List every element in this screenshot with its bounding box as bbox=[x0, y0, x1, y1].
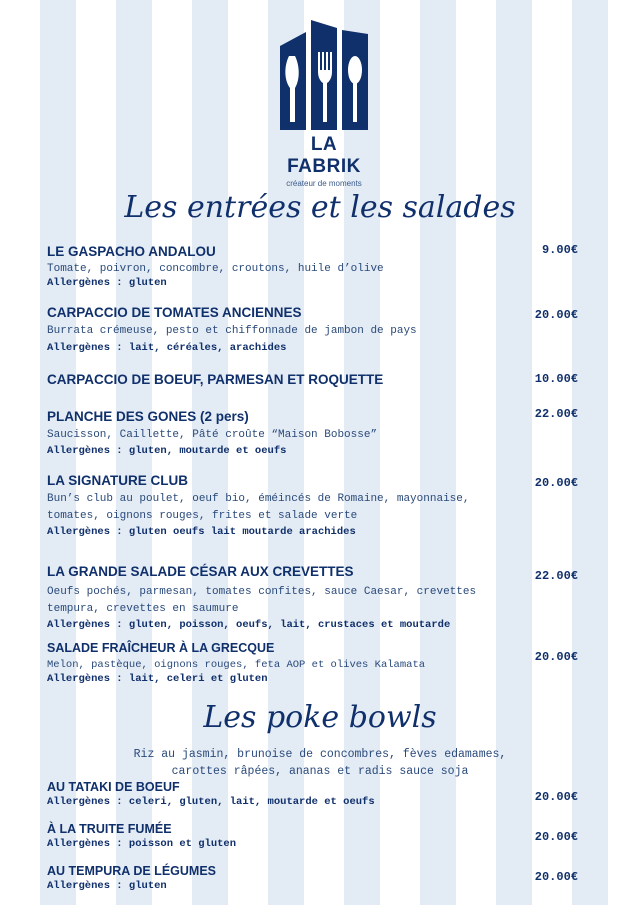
poke-intro-text: Riz au jasmin, brunoise de concombres, fèves edamames, carottes râpées, ananas et radis sauce soja bbox=[133, 748, 507, 778]
menu-item-description: Burrata crémeuse, pesto et chiffonnade de jambon de pays bbox=[47, 325, 417, 337]
menu-item-allergens: Allergènes : gluten bbox=[47, 880, 167, 892]
brand-tagline: créateur de moments bbox=[286, 179, 362, 188]
menu-item-price: 22.00€ bbox=[534, 569, 578, 583]
menu-item-allergens: Allergènes : lait, celeri et gluten bbox=[47, 673, 268, 685]
menu-item-name: À LA TRUITE FUMÉE bbox=[47, 822, 172, 836]
menu-item-price: 22.00€ bbox=[534, 407, 578, 421]
cutlery-logo-icon bbox=[280, 18, 368, 130]
menu-item-description: Oeufs pochés, parmesan, tomates confites, sauce Caesar, crevettes tempura, crevettes en saumure bbox=[47, 586, 477, 615]
brand-name: LA FABRIK bbox=[287, 134, 361, 177]
section-title-poke: Les poke bowls bbox=[203, 700, 437, 735]
menu-item-name: LE GASPACHO ANDALOU bbox=[47, 244, 216, 259]
menu-item-name: AU TATAKI DE BOEUF bbox=[47, 780, 180, 794]
menu-item-name: LA GRANDE SALADE CÉSAR AUX CREVETTES bbox=[47, 564, 354, 579]
menu-item-description: Melon, pastèque, oignons rouges, feta AOP et olives Kalamata bbox=[47, 659, 426, 671]
menu-item-price: 20.00€ bbox=[534, 308, 578, 322]
menu-item-allergens: Allergènes : poisson et gluten bbox=[47, 838, 237, 850]
menu-item-price: 20.00€ bbox=[534, 650, 578, 664]
menu-item-price: 20.00€ bbox=[534, 870, 578, 884]
menu-item-allergens: Allergènes : lait, céréales, arachides bbox=[47, 342, 287, 354]
menu-item-allergens: Allergènes : celeri, gluten, lait, moutarde et oeufs bbox=[47, 796, 375, 808]
section-title-starters: Les entrées et les salades bbox=[124, 190, 516, 225]
menu-item-allergens: Allergènes : gluten bbox=[47, 277, 167, 289]
menu-item-description: Bun’s club au poulet, oeuf bio, éméincés de Romaine, mayonnaise, tomates, oignons rouges, frites et salade verte bbox=[47, 493, 470, 522]
menu-item-name: PLANCHE DES GONES (2 pers) bbox=[47, 409, 249, 424]
brand-logo bbox=[280, 18, 368, 188]
menu-item-name: CARPACCIO DE BOEUF, PARMESAN ET ROQUETTE bbox=[47, 372, 384, 387]
menu-item-name: SALADE FRAÎCHEUR À LA GRECQUE bbox=[47, 641, 275, 655]
menu-item-name: LA SIGNATURE CLUB bbox=[47, 473, 188, 488]
menu-item-allergens: Allergènes : gluten oeufs lait moutarde arachides bbox=[47, 526, 356, 538]
menu-item-price: 20.00€ bbox=[534, 476, 578, 490]
menu-item-name: CARPACCIO DE TOMATES ANCIENNES bbox=[47, 305, 302, 320]
menu-item-allergens: Allergènes : gluten, poisson, oeufs, lait, crustaces et moutarde bbox=[47, 619, 451, 631]
menu-item-price: 20.00€ bbox=[534, 790, 578, 804]
menu-item-price: 20.00€ bbox=[534, 830, 578, 844]
menu-item-allergens: Allergènes : gluten, moutarde et oeufs bbox=[47, 445, 287, 457]
menu-item-name: AU TEMPURA DE LÉGUMES bbox=[47, 864, 216, 878]
menu-item-description: Tomate, poivron, concombre, croutons, huile d’olive bbox=[47, 263, 384, 275]
menu-item-description: Saucisson, Caillette, Pâté croûte “Maison Bobosse” bbox=[47, 429, 378, 441]
menu-item-price: 9.00€ bbox=[541, 243, 578, 257]
menu-item-price: 10.00€ bbox=[534, 372, 578, 386]
